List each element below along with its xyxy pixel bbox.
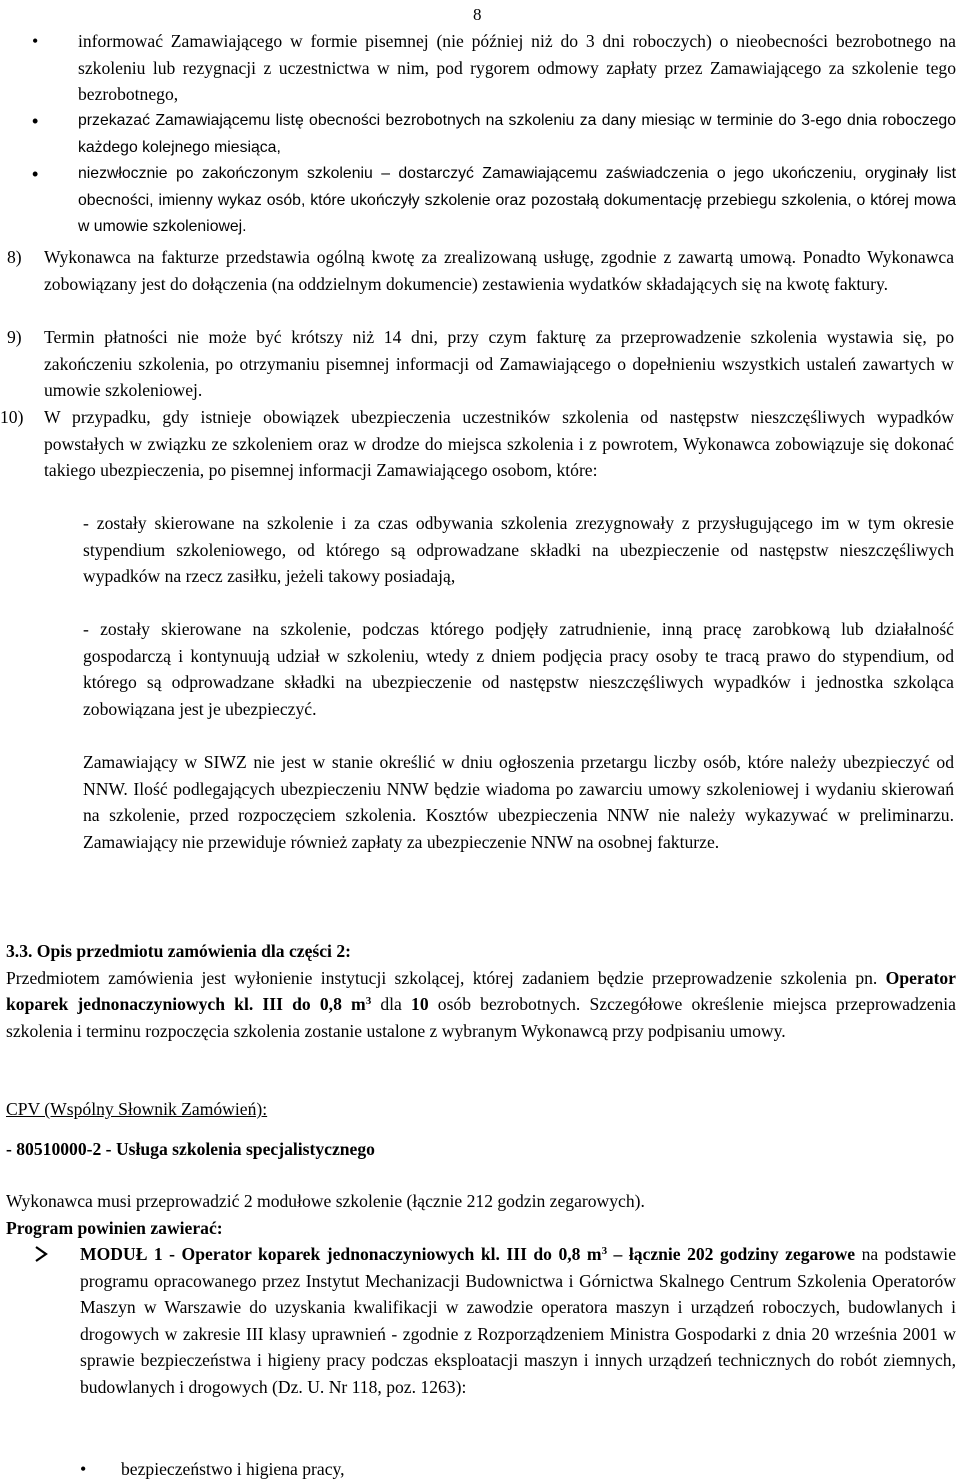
item-number: 10)	[0, 407, 24, 427]
module-hours: – łącznie 202 godziny zegarowe	[607, 1244, 856, 1264]
superscript: 3	[365, 995, 372, 1008]
module-bullets	[80, 1456, 950, 1483]
hours-line: Wykonawca musi przeprowadzić 2 modułowe szkolenie (łącznie 212 godzin zegarowych).	[6, 1191, 645, 1211]
page-number: 8	[473, 5, 482, 24]
module-item	[0, 1241, 956, 1401]
program-heading: Program powinien zawierać:	[6, 1217, 223, 1238]
insurance-note: Zamawiający w SIWZ nie jest w stanie określić w dniu ogłoszenia przetargu liczby osób, które należy ubezpieczyć od NNW. Ilość podlegających ubezpieczeniu NNW będzie wiadoma po zawarciu umowy szkoleniowej i wydaniu skierowań na szkolenie, przed rozpoczęciem szkolenia. Kosztów ubezpieczenia NNW nie należy wykazywać w preliminarzu. Zamawiający nie przewiduje również zapłaty za ubezpieczenie NNW na osobnej fakturze.	[83, 752, 954, 852]
section-intro	[6, 965, 956, 1045]
superscript: 3	[601, 1245, 608, 1257]
section-3-3	[6, 938, 956, 1044]
numbered-list	[0, 244, 960, 484]
cpv-block	[6, 1096, 956, 1123]
list-item: • przekazać Zamawiającemu listę obecności bezrobotnych na szkoleniu za dany miesiąc w terminie do 3-ego dnia roboczego każdego kolejnego miesiąca,	[32, 108, 956, 161]
module-description: na podstawie programu opracowanego przez Instytut Mechanizacji Budownictwa i Górnictwa Skalnego Centrum Szkolenia Operatorów Maszyn w Warszawie do uzyskania kwalifikacji w zawodzie operatora maszyn i urządzeń roboczych, budowlanych i drogowych w zakresie III klasy uprawnień - zgodnie z Rozporządzeniem Ministra Gospodarki z dnia 20 września 2001 w sprawie bezpieczeństwa i higieny pracy podczas eksploatacji maszyn i innych urządzeń technicznych do robót ziemnych, budowlanych i drogowych (Dz. U. Nr 118, poz. 1263):	[80, 1244, 957, 1397]
sub-list	[0, 510, 960, 855]
list-item: • niezwłocznie po zakończonym szkoleniu – dostarczyć Zamawiającemu zaświadczenia o jego ukończeniu, oryginały list obecności, imienny wykaz osób, które ukończyły szkolenie oraz pozostałą dokumentację przebiegu szkolenia, o której mowa w umowie szkoleniowej.	[32, 161, 956, 241]
cpv-label: CPV (Wspólny Słownik Zamówień):	[6, 1099, 268, 1119]
sub-item: - zostały skierowane na szkolenie i za czas odbywania szkolenia zrezygnowały z przysługującego im w tym okresie stypendium szkoleniowego, od którego są odprowadzane składki na ubezpieczenie od następstw nieszczęśliwych wypadków na rzecz zasiłku, jeżeli takowy posiadają,	[83, 513, 954, 587]
item-number: 8)	[7, 247, 22, 267]
numbered-item	[0, 324, 960, 404]
item-text: Termin płatności nie może być krótszy niż 14 dni, przy czym fakturę za przeprowadzenie szkolenia wystawia się, po zakończeniu szkolenia, po otrzymaniu pisemnej informacji od Zamawiającego o dopełnieniu wszystkich ustaleń zawartych w umowie szkoleniowej.	[44, 327, 954, 401]
participant-count: 10	[411, 994, 429, 1015]
module-block	[0, 1241, 956, 1401]
module-title: MODUŁ 1 - Operator koparek jednonaczyniowych kl. III do 0,8 m	[80, 1244, 602, 1264]
item-number: 9)	[7, 327, 22, 347]
intro-text: osób bezrobotnych. Szczegółowe określenie miejsca przeprowadzenia szkolenia i terminu rozpoczęcia szkolenia zostanie ustalone z wybranym Wykonawcą przy podpisaniu umowy.	[6, 994, 956, 1041]
cpv-code-block	[6, 1136, 956, 1163]
numbered-item	[0, 244, 960, 324]
numbered-item	[0, 404, 960, 484]
intro-text: dla	[371, 994, 412, 1015]
intro-text: Przedmiotem zamówienia jest wyłonienie instytucji szkolącej, której zadaniem będzie przeprowadzenie szkolenia pn.	[6, 967, 886, 988]
item-text: W przypadku, gdy istnieje obowiązek ubezpieczenia uczestników szkolenia od następstw nieszczęśliwych wypadków powstałych w związku ze szkoleniem oraz w drodze do miejsca szkolenia i z powrotem, Wykonawca zobowiązuje się dokonać takiego ubezpieczenia, po pisemnej informacji Zamawiającego osobom, które:	[44, 407, 954, 481]
program-block	[6, 1188, 956, 1241]
item-text: Wykonawca na fakturze przedstawia ogólną kwotę za zrealizowaną usługę, zgodnie z zawartą umową. Ponadto Wykonawca zobowiązany jest do dołączenia (na oddzielnym dokumencie) zestawienia wydatków składających się na kwotę faktury.	[44, 247, 954, 294]
bullet-list	[32, 28, 956, 241]
list-item: • bezpieczeństwo i higiena pracy,	[80, 1456, 950, 1483]
list-item: • informować Zamawiającego w formie pisemnej (nie później niż do 3 dni roboczych) o nieobecności bezrobotnego na szkoleniu lub rezygnacji z uczestnictwa w nim, pod rygorem odmowy zapłaty przez Zamawiającego za szkolenie tego bezrobotnego,	[32, 28, 956, 108]
cpv-code: - 80510000-2 - Usługa szkolenia specjalistycznego	[6, 1139, 375, 1159]
section-heading: 3.3. Opis przedmiotu zamówienia dla części 2:	[6, 941, 351, 961]
arrow-bullet-icon	[33, 1246, 49, 1262]
sub-item: - zostały skierowane na szkolenie, podczas którego podjęły zatrudnienie, inną pracę zarobkową lub działalność gospodarczą i kontynuują udział w szkoleniu, wtedy z dniem podjęcia pracy osoby te tracą prawo do stypendium, od którego są odprowadzane składki na ubezpieczenie od następstw nieszczęśliwych wypadków i jednostka szkoląca zobowiązana jest je ubezpieczyć.	[83, 619, 954, 719]
course-name: Operator koparek jednonaczyniowych kl. III do 0,8 m	[6, 967, 956, 1015]
